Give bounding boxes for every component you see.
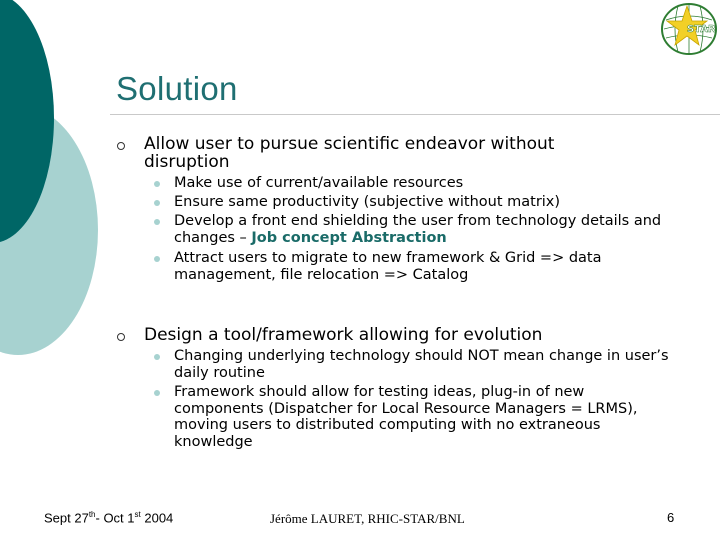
footer-date-sup: st — [134, 510, 141, 519]
sub-bullet-text: Changing underlying technology should NOT mean change in user’s daily routine — [174, 348, 669, 381]
footer-author: Jérôme LAURET, RHIC-STAR/BNL — [270, 511, 465, 526]
footer-date-sup: th — [88, 510, 96, 519]
sub-bullet-item — [174, 213, 694, 246]
footer-date-part: - Oct 1 — [95, 510, 135, 526]
sub-bullet-dot-icon — [154, 219, 160, 225]
footer-date — [44, 510, 173, 525]
highlighted-text: Job concept Abstraction — [251, 229, 447, 246]
sub-bullet-text: Framework should allow for testing ideas, plug-in of new components (Dispatcher for Local Resource Managers = LRMS), moving users to distributed computing with no extraneous knowledge — [174, 384, 638, 450]
bullet-text: Allow user to pursue scientific endeavor without disruption — [144, 134, 555, 172]
sub-bullet-text: Ensure same productivity (subjective without matrix) — [174, 194, 561, 210]
sub-bullet-dot-icon — [154, 354, 160, 360]
title-divider — [110, 114, 720, 115]
page-number: 6 — [667, 510, 675, 525]
sub-bullet-dot-icon — [154, 390, 160, 396]
bullet-text: Design a tool/framework allowing for evolution — [144, 325, 543, 345]
bullet-circle-icon — [117, 142, 125, 150]
sub-bullet-text: Attract users to migrate to new framework & Grid => data management, file relocation => Catalog — [174, 250, 602, 283]
sub-bullet-text: Make use of current/available resources — [174, 175, 464, 191]
sub-bullet-text: Develop a front end shielding the user from technology details and changes – — [174, 213, 662, 246]
decorative-shape — [0, 0, 130, 540]
sub-bullet-dot-icon — [154, 256, 160, 262]
sub-bullet-dot-icon — [154, 200, 160, 206]
sub-bullet-dot-icon — [154, 181, 160, 187]
slide-title: Solution — [116, 70, 238, 107]
footer-date-part: Sept 27 — [44, 510, 89, 526]
star-logo — [660, 2, 718, 56]
footer-date-part: 2004 — [140, 510, 174, 526]
bullet-circle-icon — [117, 333, 125, 341]
logo-text: STAR — [687, 24, 716, 35]
